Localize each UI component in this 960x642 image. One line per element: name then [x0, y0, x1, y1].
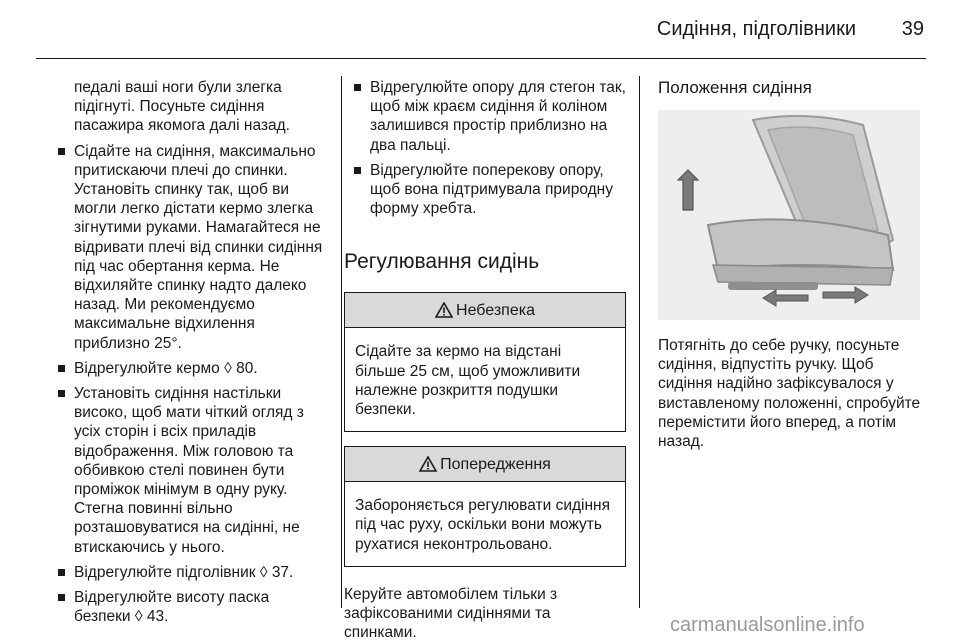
reference-icon: ◊ [134, 608, 143, 626]
seat-adjustment-illustration [658, 110, 920, 320]
page-reference-link[interactable]: ◊ 43. [134, 608, 169, 626]
warning-title: Попередження [440, 455, 551, 473]
danger-header [345, 293, 625, 328]
column-divider [341, 76, 342, 608]
section-heading: Регулювання сидінь [344, 250, 540, 274]
danger-box [344, 292, 626, 432]
column-middle [344, 78, 626, 642]
watermark: carmanualsonline.info [670, 614, 865, 636]
page-number: 39 [901, 18, 924, 40]
reference-icon: ◊ [259, 563, 268, 581]
column-right [658, 78, 928, 451]
closing-paragraph: Керуйте автомобілем тільки з зафіксованими сидіннями та спинками. [344, 585, 558, 642]
warning-header [345, 447, 625, 482]
instruction-paragraph: Потягніть до себе ручку, посуньте сидіння, відпустіть ручку. Щоб сидіння надійно зафіксувалося у виставленому положенні, спробуйте перемістити його вперед, а потім назад. [658, 337, 921, 451]
warning-triangle-icon [419, 456, 437, 472]
header-divider [36, 58, 926, 59]
warning-triangle-icon [435, 302, 453, 318]
intro-paragraph: педалі ваші ноги були злегка підігнуті. Посуньте сидіння пасажира якомога далі назад. [74, 79, 290, 135]
page-title: Сидіння, підголівники [656, 18, 856, 40]
page-reference-link[interactable]: ◊ 37. [259, 563, 294, 581]
list-item: Установіть сидіння настільки високо, щоб мати чіткий огляд з усіх сторін і всіх приладів відображення. Між головою та оббивкою стелі повинен бути проміжок мінімум в одну руку. Стегна повинні вільно розташовуватися на сидінні, не втискаючись у нього. [48, 384, 330, 557]
list-item: Сідайте на сидіння, максимально притискаючи плечі до спинки. Установіть спинку так, щоб ви могли легко дістати кермо злегка зігнутими руками. Намагайтеся не відривати плечі від спинки сидіння під час обертання керма. Не відхиляйте спинку надто далеко назад. Ми рекомендуємо максимальне відхилення приблизно 25°. [48, 142, 330, 353]
list-item: Відрегулюйте підголівник ◊ 37. [48, 563, 330, 582]
column-left [48, 78, 330, 632]
list-item: Відрегулюйте поперекову опору, щоб вона підтримувала природну форму хребта. [344, 161, 626, 219]
list-item: Відрегулюйте кермо ◊ 80. [48, 359, 330, 378]
list-item: Відрегулюйте опору для стегон так, щоб між краєм сидіння й коліном залишився простір приблизно на два пальці. [344, 78, 626, 155]
list-item: Відрегулюйте висоту паска безпеки ◊ 43. [48, 588, 330, 626]
reference-icon: ◊ [224, 359, 232, 377]
subsection-heading: Положення сидіння [658, 78, 812, 97]
danger-title: Небезпека [456, 301, 535, 319]
danger-text: Сідайте за кермо на відстані більше 25 см, щоб уможливити належне розкриття подушки безпеки. [355, 343, 581, 419]
column-divider [639, 76, 640, 608]
warning-box [344, 446, 626, 567]
page-header [0, 0, 960, 60]
warning-text: Забороняється регулювати сидіння під час руху, оскільки вони можуть рухатися неконтрольовано. [355, 497, 610, 553]
page-reference-link[interactable]: ◊ 80. [224, 359, 258, 377]
